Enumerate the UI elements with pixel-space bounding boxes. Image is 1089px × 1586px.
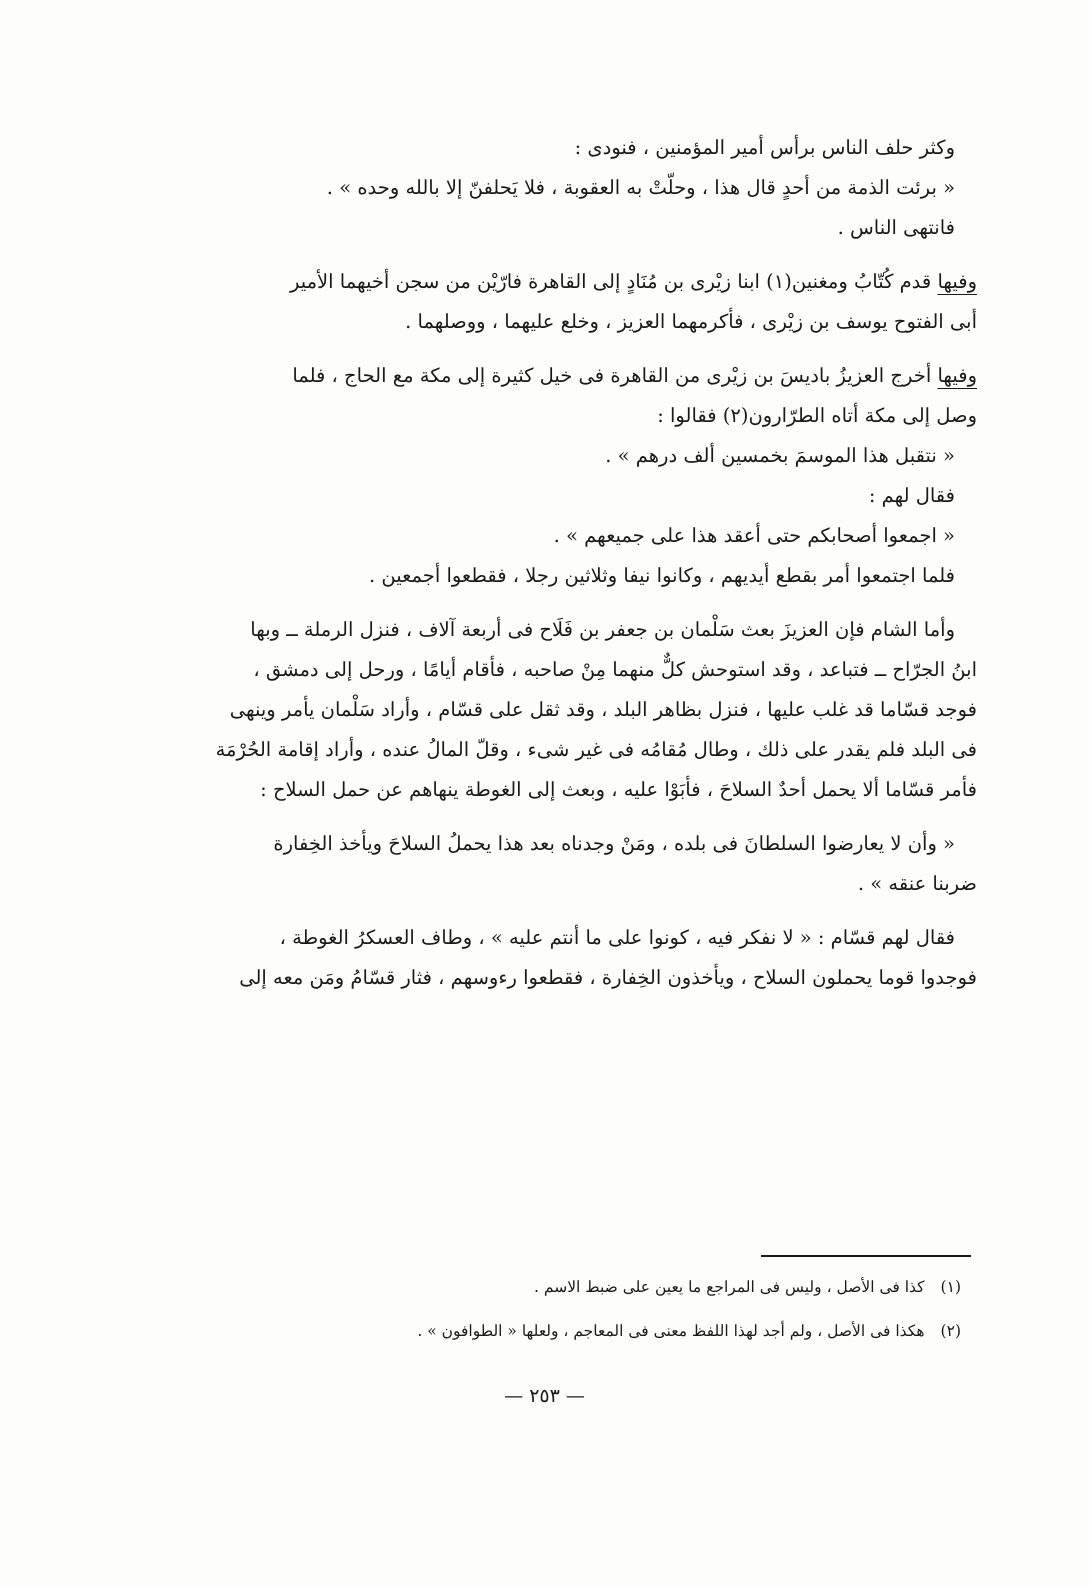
line-text: فانتهى الناس . — [837, 216, 955, 239]
line-text: فأمر قسّاما ألا يحمل أحدٌ السلاحَ ، فأبَوْا عليه ، وبعث إلى الغوطة ينهاهم عن حمل السلاح : — [260, 778, 977, 801]
text-line — [128, 610, 977, 650]
text-line — [128, 208, 977, 248]
footnote-text: هكذا فى الأصل ، ولم أجد لهذا اللفظ معنى فى المعاجم ، ولعلها « الطوافون » . — [417, 1322, 925, 1340]
line-text: فقال لهم : — [868, 484, 955, 507]
footnote-2 — [128, 1316, 961, 1346]
text-line — [128, 168, 977, 208]
text-line — [128, 650, 977, 690]
line-text: وكثر حلف الناس برأس أمير المؤمنين ، فنودى : — [574, 136, 955, 159]
text-line — [128, 770, 977, 810]
line-text: فقال لهم قسّام : « لا نفكر فيه ، كونوا على ما أنتم عليه » ، وطاف العسكرُ الغوطة ، — [279, 926, 955, 949]
line-text: قدم كُتّابُ ومغنين(١) ابنا زيْرى بن مُنَادٍ إلى القاهرة فارّيْن من سجن أخيهما الأمير — [289, 270, 938, 293]
line-text: فوجدوا قوما يحملون السلاح ، ويأخذون الخِفارة ، فقطعوا رءوسهم ، فثار قسّامُ ومَن معه إلى — [239, 966, 977, 989]
text-line — [128, 476, 977, 516]
text-line — [128, 958, 977, 998]
line-text: ابنُ الجرّاح ــ فتباعد ، وقد استوحش كلٌّ منهما مِنْ صاحبه ، فأقام أيامًا ، ورحل إلى دمشق ، — [253, 658, 977, 681]
footnote-1 — [128, 1272, 961, 1302]
line-text: « اجمعوا أصحابكم حتى أعقد هذا على جميعهم » . — [553, 524, 955, 547]
line-text: فى البلد فلم يقدر على ذلك ، وطال مُقامُه فى غير شىء ، وقلّ المالُ عنده ، وأراد إقامة الحُرْمَة — [215, 738, 977, 761]
text-line — [128, 690, 977, 730]
line-text: « نتقبل هذا الموسمَ بخمسين ألف درهم » . — [605, 444, 955, 467]
text-line — [128, 864, 977, 904]
text-line — [128, 262, 977, 302]
line-text: فوجد قسّاما قد غلب عليها ، فنزل بظاهر البلد ، وقد ثقل على قسّام ، وأراد سَلْمان يأمر وينهى — [229, 698, 977, 721]
text-line — [128, 918, 977, 958]
text-line — [128, 302, 977, 342]
footnote-divider — [761, 1255, 971, 1257]
line-text: وأما الشام فإن العزيزَ بعث سَلْمان بن جعفر بن فَلَاح فى أربعة آلاف ، فنزل الرملة ــ وبها — [250, 618, 955, 641]
text-line — [128, 356, 977, 396]
footnote-number: (٢) — [940, 1322, 961, 1340]
text-line — [128, 436, 977, 476]
text-line — [128, 556, 977, 596]
text-line — [128, 730, 977, 770]
line-text: وصل إلى مكة أتاه الطرّارون(٢) فقالوا : — [657, 404, 977, 427]
footnote-number: (١) — [940, 1278, 961, 1296]
text-line — [128, 516, 977, 556]
footnote-text: كذا فى الأصل ، وليس فى المراجع ما يعين على ضبط الاسم . — [534, 1278, 925, 1296]
line-text: فلما اجتمعوا أمر بقطع أيديهم ، وكانوا نيفا وثلاثين رجلا ، فقطعوا أجمعين . — [368, 564, 955, 587]
text-line — [128, 396, 977, 436]
text-line — [128, 128, 977, 168]
text-line — [128, 824, 977, 864]
line-text: ضربنا عنقه » . — [857, 872, 977, 895]
section-marker: وفيها — [937, 270, 977, 293]
page-number: — ٢٥٣ — — [504, 1385, 585, 1407]
line-text: أبى الفتوح يوسف بن زيْرى ، فأكرمهما العزيز ، وخلع عليهما ، ووصلهما . — [405, 310, 977, 333]
line-text: « وأن لا يعارضوا السلطانَ فى بلده ، ومَنْ وجدناه بعد هذا يحملُ السلاحَ ويأخذ الخِفارة — [273, 832, 955, 855]
body-text — [128, 128, 977, 998]
line-text: « برئت الذمة من أحدٍ قال هذا ، وحلّتْ به العقوبة ، فلا يَحلفنّ إلا بالله وحده » . — [326, 176, 955, 199]
footnotes — [128, 1272, 961, 1360]
line-text: أخرج العزيزُ باديسَ بن زيْرى من القاهرة فى خيل كثيرة إلى مكة مع الحاج ، فلما — [292, 364, 938, 387]
section-marker: وفيها — [937, 364, 977, 387]
